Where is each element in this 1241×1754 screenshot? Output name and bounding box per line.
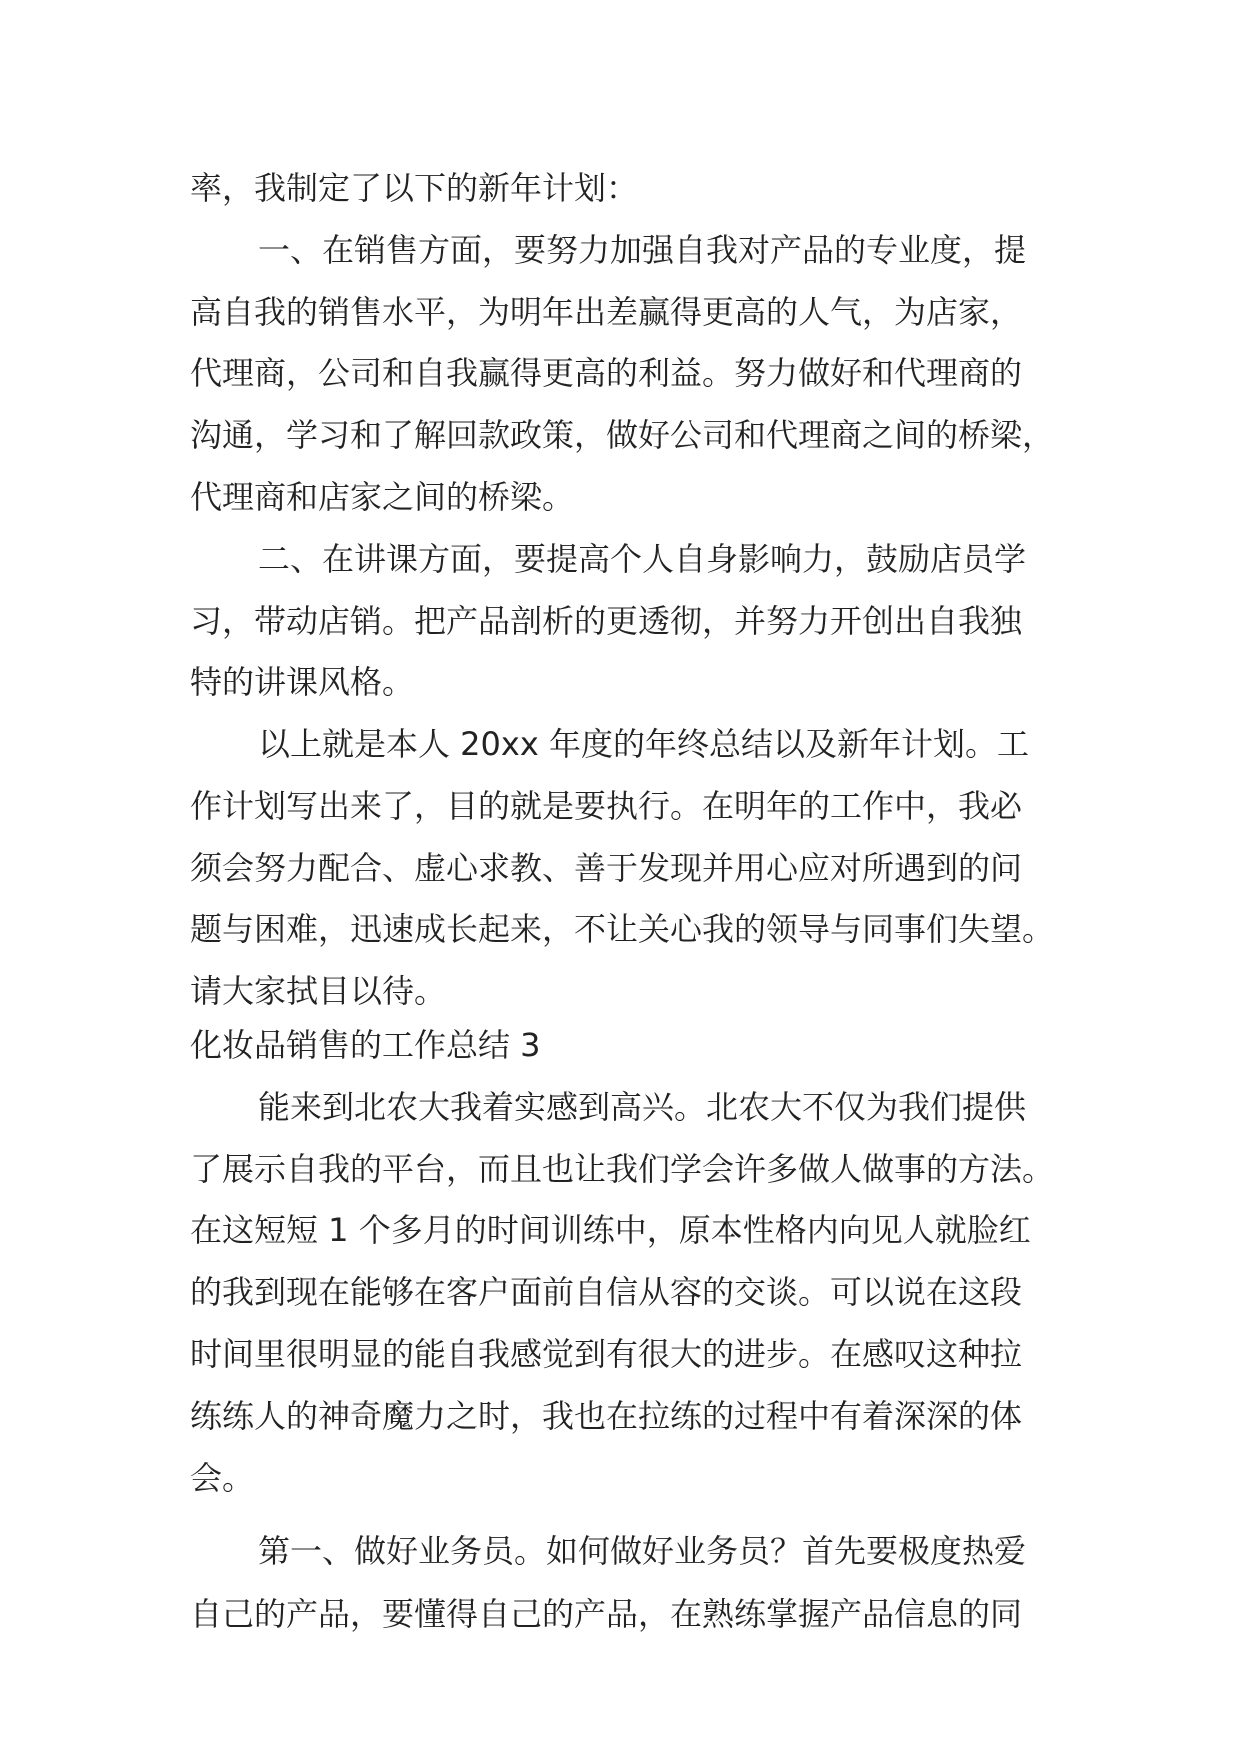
text-line: 时间里很明显的能自我感觉到有很大的进步。在感叹这种拉 <box>190 1335 1023 1373</box>
text-line: 须会努力配合、虚心求教、善于发现并用心应对所遇到的问 <box>190 849 1023 887</box>
text-line: 能来到北农大我着实感到高兴。北农大不仅为我们提供 <box>258 1088 1027 1126</box>
text-line: 一、在销售方面，要努力加强自我对产品的专业度，提 <box>258 231 1027 269</box>
text-line: 自己的产品，要懂得自己的产品，在熟练掌握产品信息的同 <box>190 1595 1023 1633</box>
text-line: 以上就是本人 20xx 年度的年终总结以及新年计划。工 <box>258 725 1029 763</box>
text-line: 请大家拭目以待。 <box>190 972 447 1010</box>
text-line: 高自我的销售水平，为明年出差赢得更高的人气，为店家， <box>190 293 1023 331</box>
text-line: 习，带动店销。把产品剖析的更透彻，并努力开创出自我独 <box>190 602 1023 640</box>
text-line: 了展示自我的平台，而且也让我们学会许多做人做事的方法。 <box>190 1150 1055 1188</box>
text-line: 特的讲课风格。 <box>190 663 415 701</box>
text-line: 作计划写出来了，目的就是要执行。在明年的工作中，我必 <box>190 787 1023 825</box>
text-line: 代理商，公司和自我赢得更高的利益。努力做好和代理商的 <box>190 354 1023 392</box>
text-line: 会。 <box>190 1459 255 1497</box>
text-line: 题与困难，迅速成长起来，不让关心我的领导与同事们失望。 <box>190 910 1055 948</box>
text-line: 在这短短 1 个多月的时间训练中，原本性格内向见人就脸红 <box>190 1211 1031 1249</box>
text-line: 的我到现在能够在客户面前自信从容的交谈。可以说在这段 <box>190 1273 1023 1311</box>
section-heading: 化妆品销售的工作总结 3 <box>190 1026 541 1064</box>
text-line: 二、在讲课方面，要提高个人自身影响力，鼓励店员学 <box>258 540 1027 578</box>
text-line: 沟通，学习和了解回款政策，做好公司和代理商之间的桥梁， <box>190 416 1055 454</box>
text-line: 第一、做好业务员。如何做好业务员？首先要极度热爱 <box>258 1532 1027 1570</box>
text-line: 率，我制定了以下的新年计划： <box>190 169 639 207</box>
text-line: 练练人的神奇魔力之时，我也在拉练的过程中有着深深的体 <box>190 1397 1023 1435</box>
text-line: 代理商和店家之间的桥梁。 <box>190 478 575 516</box>
